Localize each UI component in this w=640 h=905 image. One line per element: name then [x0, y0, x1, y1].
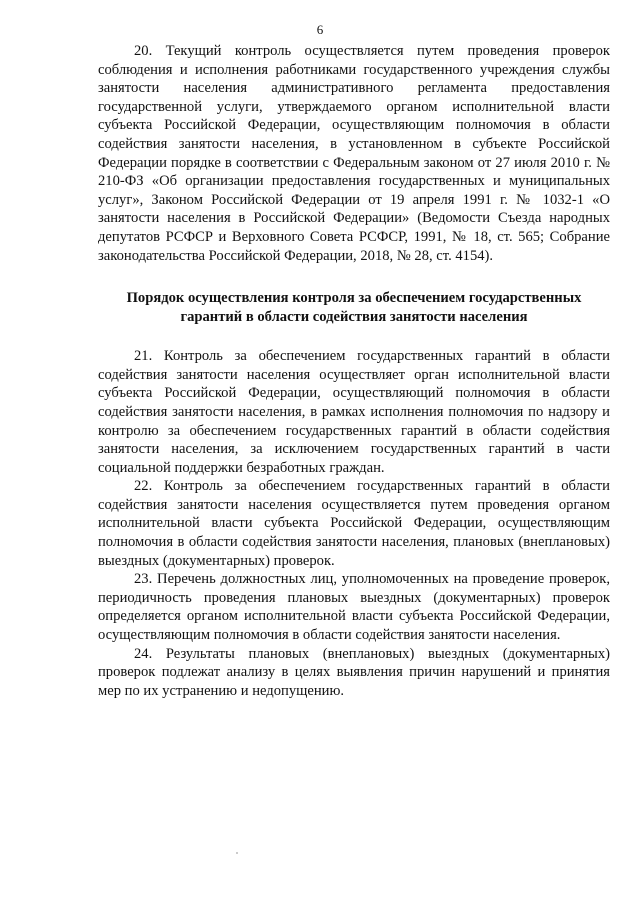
paragraph-22: 22. Контроль за обеспечением государственных гарантий в области содействия занятости населения осуществляется путем проведения органом исполнительной власти субъекта Российской Федерации, осуществляющим полномочия в области содействия занятости населения, плановых (внеплановых) выездных (документарных) проверок.: [98, 478, 610, 569]
paragraph-20: 20. Текущий контроль осуществляется путем проведения проверок соблюдения и исполнения работниками государственного учреждения службы занятости населения административного регламента предоставления государственной услуги, утверждаемого органом исполнительной власти субъекта Российской Федерации, осуществляющим полномочия в области содействия занятости населения, в установленном в субъекте Российской Федерации порядке в соответствии с Федеральным законом от 27 июля 2010 г. № 210-ФЗ «Об организации предоставления государственных и муниципальных услуг», Законом Российской Федерации от 19 апреля 1991 г. № 1032-1 «О занятости населения в Российской Федерации» (Ведомости Съезда народных депутатов РСФСР и Верховного Совета РСФСР, 1991, № 18, ст. 565; Собрание законодательства Российской Федерации, 2018, № 28, ст. 4154).: [98, 43, 610, 264]
section-heading-line-2: гарантий в области содействия занятости населения: [180, 309, 528, 326]
paragraph-24: 24. Результаты плановых (внеплановых) выездных (документарных) проверок подлежат анализу в целях выявления причин нарушений и принятия мер по их устранению и недопущению.: [98, 645, 610, 699]
scan-speck: [236, 852, 238, 854]
paragraph-23: 23. Перечень должностных лиц, уполномоченных на проведение проверок, периодичность проведения плановых выездных (документарных) проверок определяется органом исполнительной власти субъекта Российской Федерации, осуществляющим полномочия в области содействия занятости населения.: [98, 571, 610, 644]
paragraph-21: 21. Контроль за обеспечением государственных гарантий в области содействия занятости населения осуществляет орган исполнительной власти субъекта Российской Федерации, осуществляющий полномочия в области содействия занятости населения, в рамках исполнения полномочия по надзору и контролю за обеспечением государственных гарантий в области содействия занятости населения, за исключением государственных гарантий в части социальной поддержки безработных граждан.: [98, 348, 610, 476]
section-heading-line-1: Порядок осуществления контроля за обеспечением государственных: [126, 290, 582, 307]
page-number: 6: [316, 22, 324, 37]
section-heading: [98, 289, 610, 327]
document-body: [98, 42, 610, 700]
